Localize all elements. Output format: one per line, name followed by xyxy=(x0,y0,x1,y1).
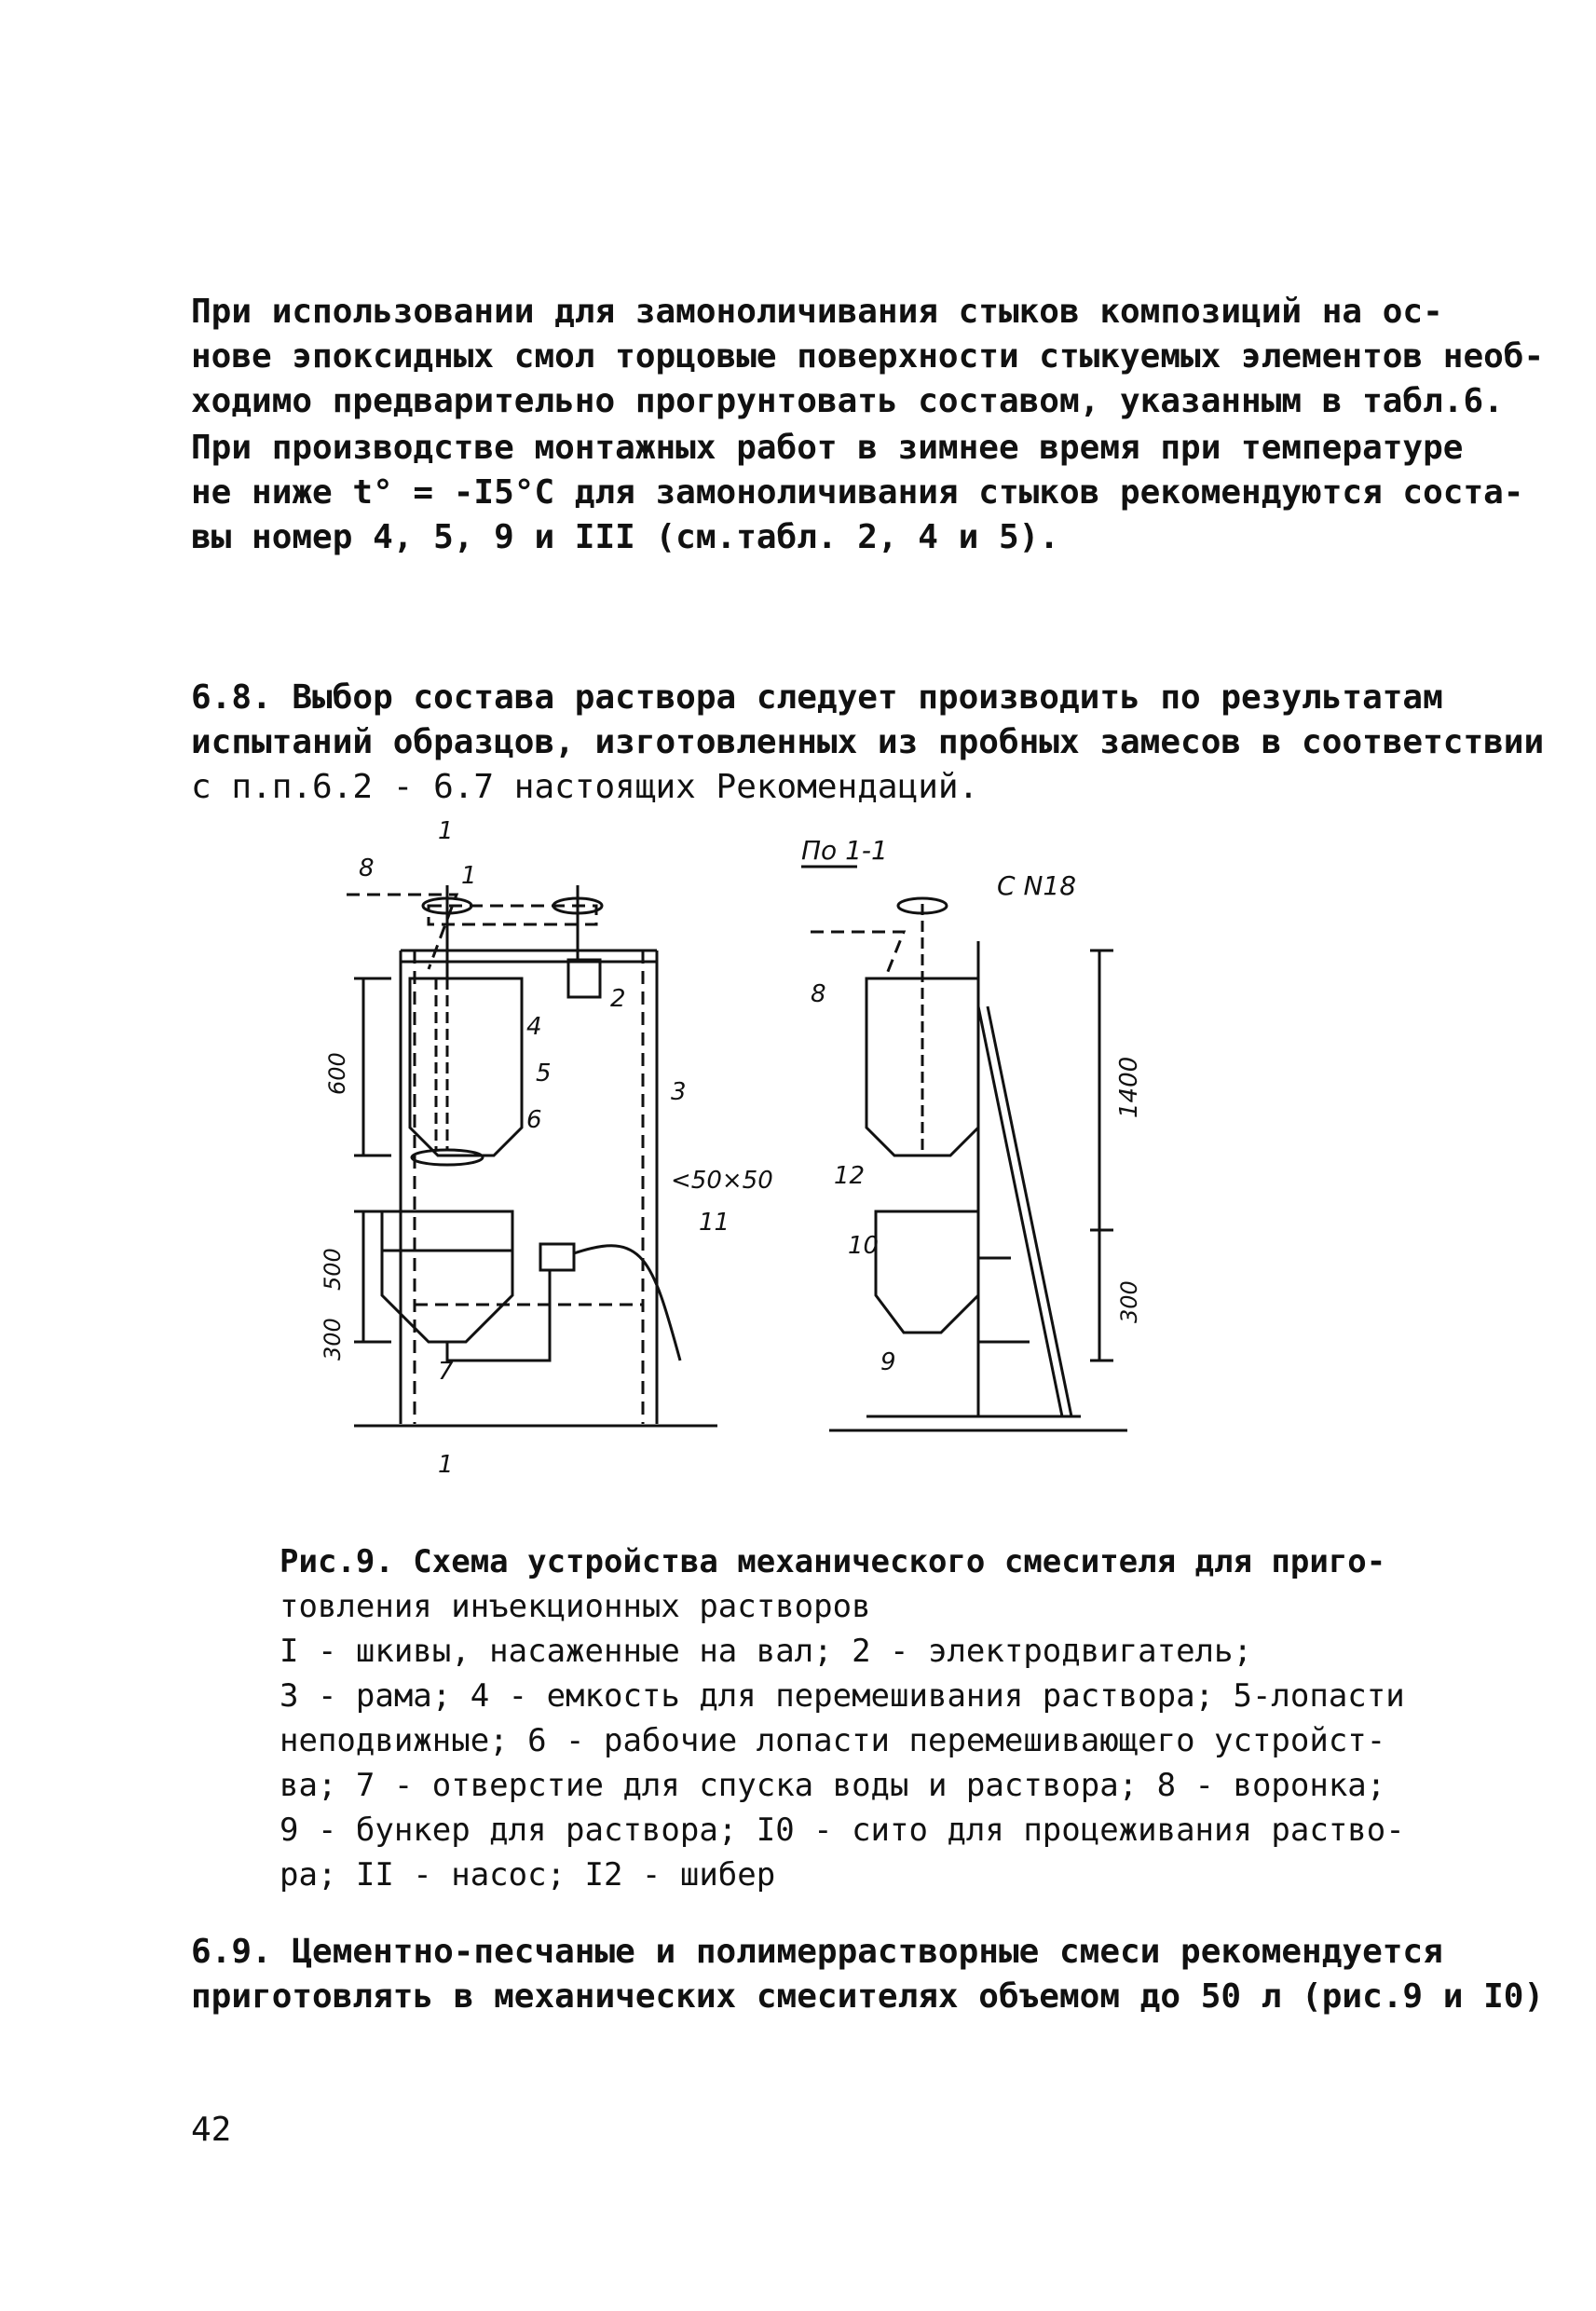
figure-caption-item-3: неподвижные; 6 - рабочие лопасти перемешивающего устройст- xyxy=(280,1722,1386,1759)
callout-10: 10 xyxy=(848,1232,880,1260)
tank-outlet-flange xyxy=(412,1150,483,1165)
section-label: По 1-1 xyxy=(801,835,888,866)
section-brace xyxy=(978,1006,1062,1416)
paragraph-1-line-3: ходимо предварительно прогрунтовать составом, указанным в табл.6. xyxy=(191,382,1504,420)
pump xyxy=(540,1244,574,1270)
figure-caption-item-1: I - шкивы, насаженные на вал; 2 - электродвигатель; xyxy=(280,1633,1252,1670)
dimension-300-right: 300 xyxy=(1116,1280,1142,1323)
dimension-300-left: 300 xyxy=(320,1318,346,1361)
figure-caption-title-line-1: Рис.9. Схема устройства механического смесителя для приго- xyxy=(280,1543,1386,1580)
paragraph-6-8-line-1: 6.8. Выбор состава раствора следует производить по результатам xyxy=(191,678,1443,717)
dimension-600: 600 xyxy=(324,1052,350,1095)
callout-3: 3 xyxy=(671,1078,687,1106)
callout-6: 6 xyxy=(526,1106,542,1134)
callout-7: 7 xyxy=(438,1358,454,1386)
funnel-right xyxy=(811,932,904,978)
callout-8-right: 8 xyxy=(811,980,826,1008)
page-number: 42 xyxy=(191,2111,232,2149)
paragraph-1-line-2: нове эпоксидных смол торцовые поверхности стыкуемых элементов необ- xyxy=(191,337,1545,376)
callout-9: 9 xyxy=(880,1348,896,1376)
channel-label: С N18 xyxy=(997,870,1077,901)
figure-caption-title-line-2: товления инъекционных растворов xyxy=(280,1588,871,1625)
dimension-1400: 1400 xyxy=(1115,1056,1143,1118)
paragraph-6-9-line-1: 6.9. Цементно-песчаные и полимеррастворные смеси рекомендуется xyxy=(191,1933,1443,1971)
callout-1: 1 xyxy=(461,862,477,890)
callout-8-left: 8 xyxy=(359,855,375,882)
figure-caption-item-2: 3 - рама; 4 - емкость для перемешивания раствора; 5-лопасти xyxy=(280,1677,1405,1715)
callout-12: 12 xyxy=(834,1162,866,1190)
figure-caption-item-5: 9 - бункер для раствора; I0 - сито для процеживания раство- xyxy=(280,1812,1405,1849)
figure-caption-item-6: ра; II - насос; I2 - шибер xyxy=(280,1856,776,1894)
angle-label: <50×50 xyxy=(671,1167,773,1195)
electric-motor xyxy=(568,960,600,997)
section-hopper xyxy=(876,1211,978,1333)
cut-mark-bottom: 1 xyxy=(438,1451,454,1479)
section-brace-2 xyxy=(988,1006,1071,1416)
paragraph-6-9-line-2: приготовлять в механических смесителях объемом до 50 л (рис.9 и I0) xyxy=(191,1977,1545,2016)
callout-11: 11 xyxy=(699,1209,730,1237)
figure-caption-item-4: ва; 7 - отверстие для спуска воды и раствора; 8 - воронка; xyxy=(280,1767,1386,1804)
callout-2: 2 xyxy=(610,985,626,1013)
mixing-tank xyxy=(410,978,522,1156)
cut-mark-top: 1 xyxy=(438,817,454,845)
paragraph-2-line-3: вы номер 4, 5, 9 и III (см.табл. 2, 4 и 5). xyxy=(191,518,1059,556)
paragraph-2-line-1: При производстве монтажных работ в зимнее время при температуре xyxy=(191,429,1464,467)
drain-pipe xyxy=(447,1270,550,1361)
paragraph-1-line-1: При использовании для замоноличивания стыков композиций на ос- xyxy=(191,293,1443,331)
belt-drive xyxy=(429,906,596,924)
paragraph-2-line-2: не ниже t° = -I5°C для замоноличивания стыков рекомендуются соста- xyxy=(191,473,1524,512)
dimension-500: 500 xyxy=(320,1248,346,1291)
mixer-schematic-figure xyxy=(320,817,1258,1491)
callout-4: 4 xyxy=(526,1013,542,1041)
hose xyxy=(574,1246,680,1361)
paragraph-6-8-line-3: с п.п.6.2 - 6.7 настоящих Рекомендаций. xyxy=(191,768,979,806)
paragraph-6-8-line-2: испытаний образцов, изготовленных из пробных замесов в соответствии xyxy=(191,723,1545,761)
callout-5: 5 xyxy=(536,1060,552,1087)
